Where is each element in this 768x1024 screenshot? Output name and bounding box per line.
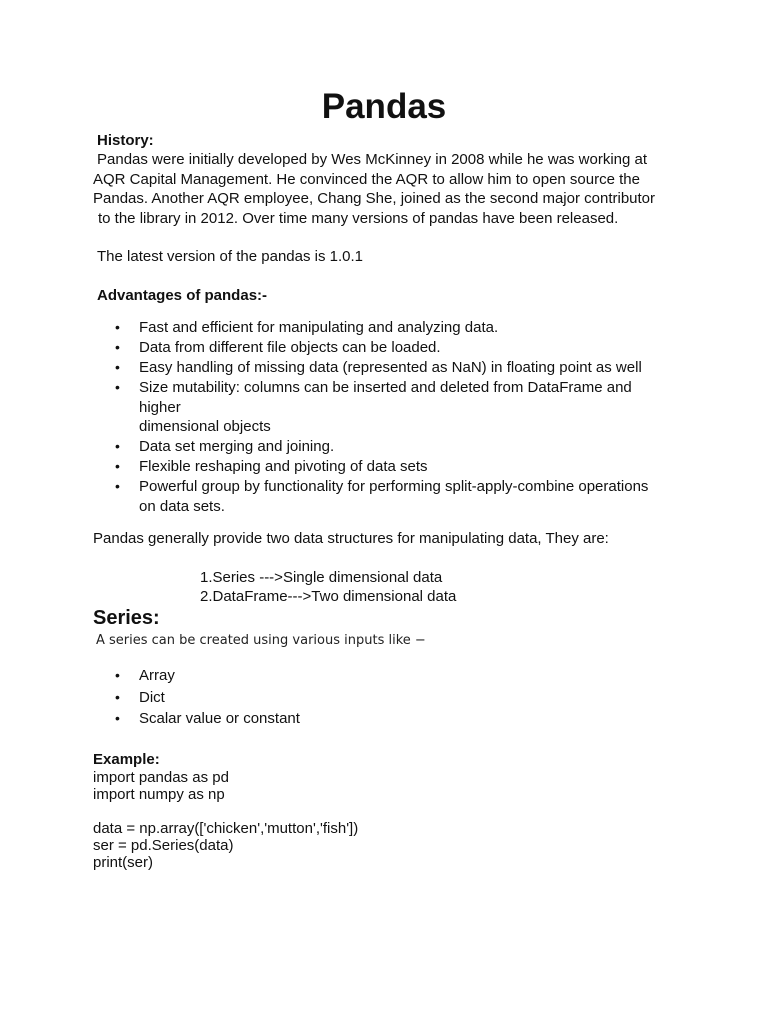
code-line: ser = pd.Series(data) [93, 837, 234, 854]
code-line: print(ser) [93, 854, 154, 871]
bullet-icon: • [115, 667, 120, 683]
list-item-text: higher [139, 398, 181, 416]
code-line: import numpy as np [93, 786, 225, 803]
structures-intro: Pandas generally provide two data structures for manipulating data, They are: [93, 530, 609, 547]
advantages-heading: Advantages of pandas:- [97, 287, 268, 304]
list-item-text: Scalar value or constant [139, 710, 300, 727]
list-item [115, 378, 648, 437]
list-item [115, 477, 648, 516]
code-block [93, 820, 358, 871]
list-item [115, 358, 648, 378]
advantages-list [115, 318, 648, 517]
list-item-text: Powerful group by functionality for performing split-apply-combine operations [139, 478, 649, 495]
list-item-text: Data from different file objects can be loaded. [139, 339, 441, 356]
list-item-text: Data set merging and joining. [139, 438, 335, 455]
history-line: AQR Capital Management. He convinced the AQR to allow him to open source the [93, 170, 640, 188]
bullet-icon: • [115, 319, 120, 335]
list-item [115, 318, 648, 338]
bullet-icon: • [115, 458, 120, 474]
bullet-icon: • [115, 478, 120, 494]
history-line: Pandas. Another AQR employee, Chang She, joined as the second major contributor [93, 190, 656, 207]
code-line: import pandas as pd [93, 769, 229, 786]
page-title: Pandas [321, 87, 447, 126]
series-inputs-list [115, 666, 300, 731]
latest-version-text: The latest version of the pandas is 1.0.1 [97, 248, 363, 265]
list-item-text: Array [139, 667, 175, 684]
list-item-text: Dict [139, 688, 165, 706]
history-paragraph [93, 150, 655, 228]
history-line: Pandas were initially developed by Wes McKinney in 2008 while he was working at [97, 151, 648, 168]
list-item [115, 437, 648, 457]
bullet-icon: • [115, 710, 120, 726]
history-line: to the library in 2012. Over time many versions of pandas have been released. [98, 209, 619, 227]
code-block [93, 769, 229, 803]
list-item-text: Easy handling of missing data (represented as NaN) in floating point as well [139, 359, 642, 376]
list-item-text: Size mutability: columns can be inserted and deleted from DataFrame and [139, 379, 632, 396]
list-item-text: Flexible reshaping and pivoting of data sets [139, 458, 428, 475]
list-item [115, 709, 300, 729]
list-item [115, 338, 648, 358]
series-subtitle: A series can be created using various inputs like − [96, 633, 426, 648]
structure-item-dataframe: 2.DataFrame--->Two dimensional data [200, 588, 457, 605]
structure-item-series: 1.Series --->Single dimensional data [200, 569, 443, 586]
bullet-icon: • [115, 359, 120, 375]
bullet-icon: • [115, 438, 120, 454]
bullet-icon: • [115, 379, 120, 395]
list-item [115, 666, 300, 686]
code-line: data = np.array(['chicken','mutton','fish']) [93, 820, 359, 837]
list-item [115, 688, 300, 708]
list-item-text: Fast and efficient for manipulating and analyzing data. [139, 319, 499, 336]
series-heading: Series: [93, 607, 160, 629]
example-heading: Example: [93, 751, 160, 768]
list-item [115, 457, 648, 477]
list-item-text: on data sets. [139, 497, 225, 515]
history-heading: History: [97, 132, 154, 149]
list-item-text: dimensional objects [139, 418, 271, 435]
bullet-icon: • [115, 339, 120, 355]
bullet-icon: • [115, 688, 120, 705]
